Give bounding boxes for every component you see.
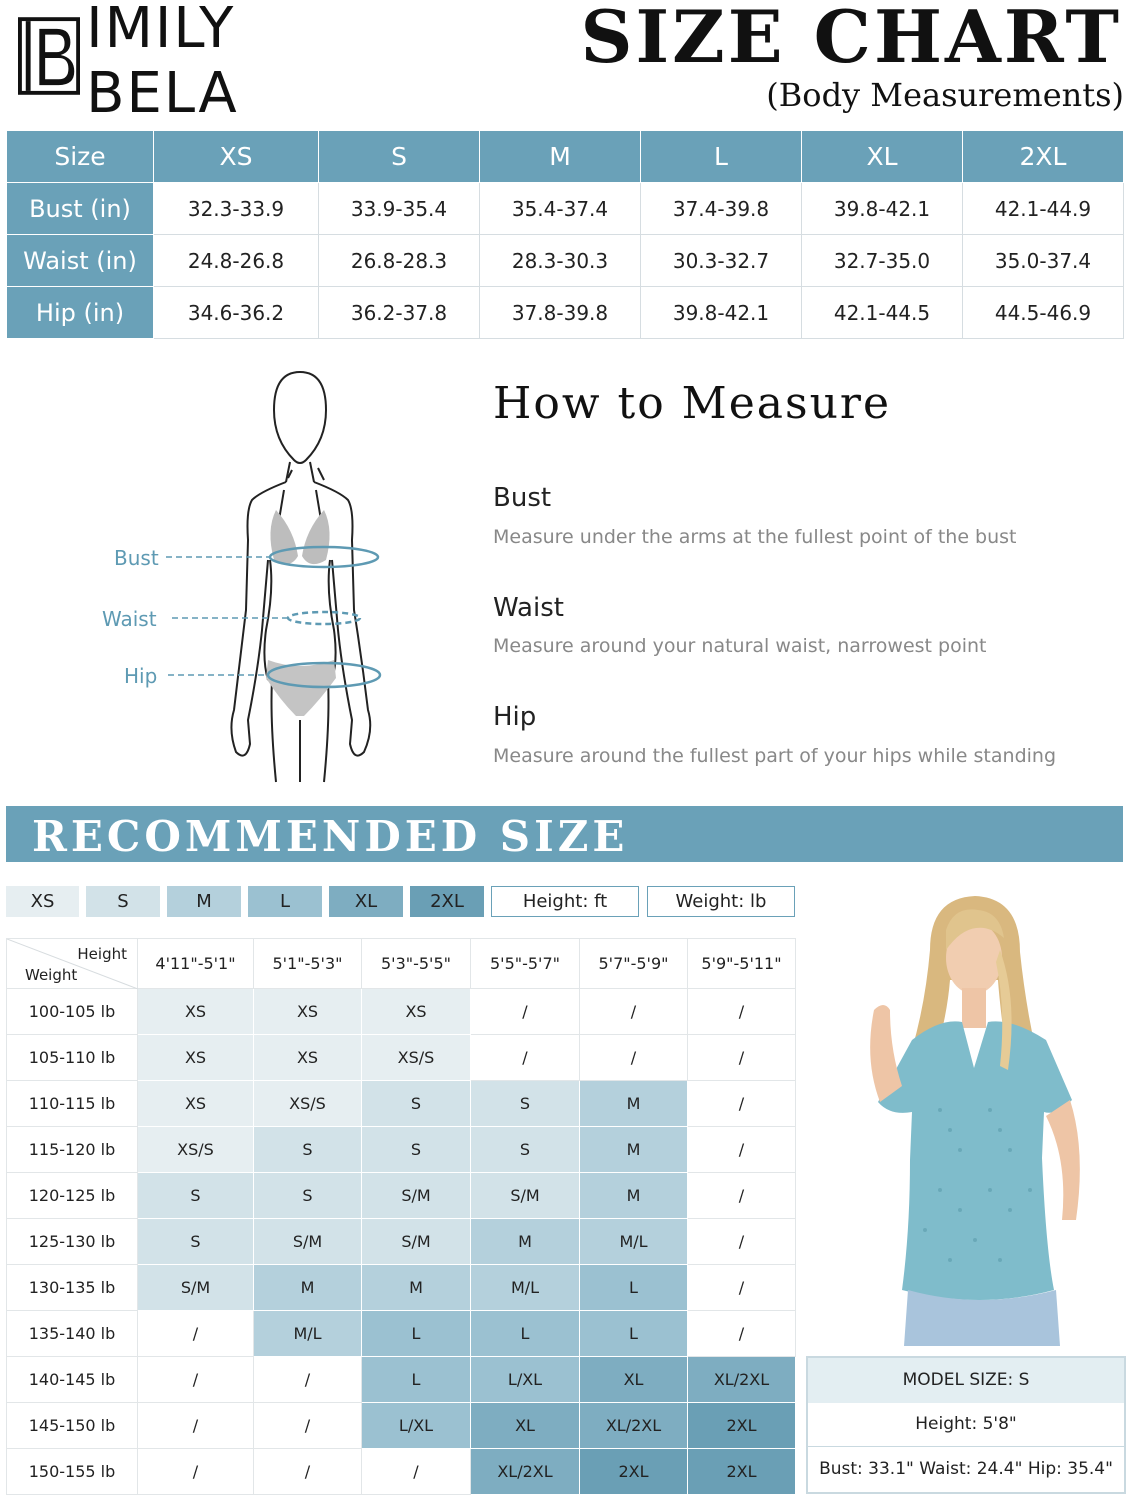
table-row <box>7 1173 796 1219</box>
height-header: 5'3"-5'5" <box>362 939 471 989</box>
weight-label: 135-140 lb <box>7 1311 138 1357</box>
measurement-value: 42.1-44.5 <box>802 287 963 339</box>
bust-description: Measure under the arms at the fullest point of the bust <box>493 526 1017 548</box>
recommended-size-table <box>6 938 796 1495</box>
recommended-size-cell: / <box>138 1311 254 1357</box>
recommended-size-cell: / <box>254 1403 362 1449</box>
height-header-row <box>7 939 796 989</box>
model-measurements: Bust: 33.1" Waist: 24.4" Hip: 35.4" <box>819 1459 1113 1480</box>
recommended-size-cell: M <box>254 1265 362 1311</box>
recommended-size-cell: S <box>138 1219 254 1265</box>
measurement-value: 44.5-46.9 <box>963 287 1124 339</box>
measurement-value: 34.6-36.2 <box>154 287 319 339</box>
table-row <box>7 1035 796 1081</box>
table-corner <box>7 939 138 989</box>
recommended-size-cell: S <box>471 1127 580 1173</box>
recommended-size-cell: XS <box>254 1035 362 1081</box>
recommended-size-cell: XL <box>471 1403 580 1449</box>
legend-2xl: 2XL <box>410 886 484 917</box>
waist-tape <box>288 612 360 624</box>
recommended-size-cell: / <box>688 1173 796 1219</box>
recommended-size-cell: XS <box>138 1035 254 1081</box>
size-header-s: S <box>319 131 480 183</box>
table-row <box>7 287 1124 339</box>
brand-logo <box>18 0 398 126</box>
size-header-m: M <box>480 131 641 183</box>
legend-l: L <box>248 886 322 917</box>
recommended-size-cell: / <box>688 1081 796 1127</box>
measurement-value: 37.8-39.8 <box>480 287 641 339</box>
recommended-size-title: RECOMMENDED SIZE <box>32 812 629 861</box>
recommended-size-cell: XS/S <box>138 1127 254 1173</box>
size-chart-title: SIZE CHART <box>580 0 1122 79</box>
recommended-size-cell: S <box>471 1081 580 1127</box>
model-height: Height: 5'8" <box>808 1403 1124 1448</box>
weight-label: 120-125 lb <box>7 1173 138 1219</box>
recommended-size-cell: / <box>688 1265 796 1311</box>
hip-heading: Hip <box>493 702 537 732</box>
table-row <box>7 235 1124 287</box>
measurement-value: 30.3-32.7 <box>641 235 802 287</box>
measurement-value: 33.9-35.4 <box>319 183 480 235</box>
size-header-l: L <box>641 131 802 183</box>
recommended-size-cell: 2XL <box>688 1403 796 1449</box>
measurement-value: 39.8-42.1 <box>802 183 963 235</box>
table-row <box>7 1311 796 1357</box>
recommended-size-cell: M <box>580 1173 688 1219</box>
measurement-value: 35.4-37.4 <box>480 183 641 235</box>
measurement-label: Bust (in) <box>7 183 154 235</box>
recommended-size-cell: M <box>580 1127 688 1173</box>
weight-label: 115-120 lb <box>7 1127 138 1173</box>
table-row <box>7 1265 796 1311</box>
recommended-size-cell: S/M <box>362 1219 471 1265</box>
weight-label: 150-155 lb <box>7 1449 138 1495</box>
recommended-size-cell: L/XL <box>362 1403 471 1449</box>
weight-label: 105-110 lb <box>7 1035 138 1081</box>
legend-m: M <box>167 886 241 917</box>
recommended-size-cell: / <box>138 1449 254 1495</box>
recommended-size-cell: M/L <box>254 1311 362 1357</box>
measurement-value: 36.2-37.8 <box>319 287 480 339</box>
measurement-value: 39.8-42.1 <box>641 287 802 339</box>
weight-label: 100-105 lb <box>7 989 138 1035</box>
size-header-2xl: 2XL <box>963 131 1124 183</box>
body-outline-icon <box>90 360 440 790</box>
recommended-size-cell: / <box>688 1219 796 1265</box>
height-header: 5'5"-5'7" <box>471 939 580 989</box>
size-column-header: Size <box>7 131 154 183</box>
recommended-size-cell: / <box>138 1357 254 1403</box>
height-header: 5'1"-5'3" <box>254 939 362 989</box>
weight-label: 140-145 lb <box>7 1357 138 1403</box>
table-row <box>7 989 796 1035</box>
recommended-size-cell: M <box>362 1265 471 1311</box>
waist-heading: Waist <box>493 593 564 623</box>
table-row <box>7 1403 796 1449</box>
recommended-size-cell: / <box>580 989 688 1035</box>
legend-xl: XL <box>329 886 403 917</box>
recommended-size-cell: / <box>580 1035 688 1081</box>
recommended-size-cell: S <box>362 1081 471 1127</box>
model-info-box <box>806 1356 1126 1494</box>
height-header: 5'9"-5'11" <box>688 939 796 989</box>
table-header-row <box>7 131 1124 183</box>
recommended-size-cell: M <box>471 1219 580 1265</box>
logo-mark-icon <box>18 16 80 96</box>
recommended-size-cell: XS/S <box>362 1035 471 1081</box>
table-row <box>7 1219 796 1265</box>
recommended-size-cell: S/M <box>138 1265 254 1311</box>
recommended-size-cell: M/L <box>580 1219 688 1265</box>
measurement-value: 42.1-44.9 <box>963 183 1124 235</box>
recommended-size-cell: / <box>362 1449 471 1495</box>
table-row <box>7 1127 796 1173</box>
table-row <box>7 1449 796 1495</box>
recommended-size-cell: XS <box>254 989 362 1035</box>
recommended-size-cell: / <box>688 1127 796 1173</box>
waist-label: Waist <box>102 607 157 631</box>
recommended-size-cell: S <box>362 1127 471 1173</box>
recommended-size-cell: / <box>254 1357 362 1403</box>
legend-weight-unit: Weight: lb <box>647 886 795 917</box>
hip-label: Hip <box>124 664 158 688</box>
bust-label: Bust <box>114 546 159 570</box>
recommended-size-cell: S <box>254 1127 362 1173</box>
recommended-size-cell: XL/2XL <box>471 1449 580 1495</box>
recommended-size-cell: / <box>471 1035 580 1081</box>
recommended-size-cell: XL/2XL <box>580 1403 688 1449</box>
recommended-size-cell: M <box>580 1081 688 1127</box>
recommended-size-cell: XS/S <box>254 1081 362 1127</box>
hip-description: Measure around the fullest part of your hips while standing <box>493 745 1057 767</box>
model-size: MODEL SIZE: S <box>808 1358 1124 1403</box>
measurement-value: 37.4-39.8 <box>641 183 802 235</box>
recommended-size-cell: / <box>688 1035 796 1081</box>
recommended-size-cell: 2XL <box>580 1449 688 1495</box>
measurement-label: Hip (in) <box>7 287 154 339</box>
model-photo <box>850 890 1120 1346</box>
size-header-xs: XS <box>154 131 319 183</box>
recommended-size-cell: L <box>362 1357 471 1403</box>
legend-s: S <box>86 886 160 917</box>
height-header: 4'11"-5'1" <box>138 939 254 989</box>
bust-heading: Bust <box>493 483 552 513</box>
recommended-size-cell: / <box>471 989 580 1035</box>
recommended-size-cell: L <box>580 1311 688 1357</box>
recommended-size-cell: XS <box>362 989 471 1035</box>
measurement-value: 32.3-33.9 <box>154 183 319 235</box>
measurement-value: 28.3-30.3 <box>480 235 641 287</box>
recommended-size-cell: XL/2XL <box>688 1357 796 1403</box>
recommended-size-cell: L/XL <box>471 1357 580 1403</box>
measurement-label: Waist (in) <box>7 235 154 287</box>
recommended-size-cell: / <box>688 989 796 1035</box>
table-row <box>7 1357 796 1403</box>
size-header-xl: XL <box>802 131 963 183</box>
recommended-size-cell: / <box>138 1403 254 1449</box>
recommended-size-cell: / <box>688 1311 796 1357</box>
recommended-size-cell: L <box>471 1311 580 1357</box>
how-to-measure-title: How to Measure <box>493 378 891 429</box>
recommended-size-banner <box>6 806 1123 862</box>
recommended-size-cell: S/M <box>471 1173 580 1219</box>
recommended-size-cell: / <box>254 1449 362 1495</box>
measurement-value: 26.8-28.3 <box>319 235 480 287</box>
recommended-size-cell: 2XL <box>688 1449 796 1495</box>
weight-label: 145-150 lb <box>7 1403 138 1449</box>
recommended-size-cell: M/L <box>471 1265 580 1311</box>
measurement-value: 32.7-35.0 <box>802 235 963 287</box>
corner-weight-label: Weight <box>25 966 78 984</box>
recommended-size-cell: S/M <box>254 1219 362 1265</box>
weight-label: 110-115 lb <box>7 1081 138 1127</box>
table-row <box>7 183 1124 235</box>
recommended-size-cell: S/M <box>362 1173 471 1219</box>
recommended-size-cell: S <box>254 1173 362 1219</box>
recommended-size-cell: L <box>362 1311 471 1357</box>
weight-label: 130-135 lb <box>7 1265 138 1311</box>
size-chart-subtitle: (Body Measurements) <box>766 76 1124 114</box>
recommended-size-cell: L <box>580 1265 688 1311</box>
brand-name: IMILY BELA <box>86 0 239 126</box>
recommended-size-cell: S <box>138 1173 254 1219</box>
height-header: 5'7"-5'9" <box>580 939 688 989</box>
recommended-size-cell: XS <box>138 989 254 1035</box>
weight-label: 125-130 lb <box>7 1219 138 1265</box>
recommended-size-cell: XL <box>580 1357 688 1403</box>
body-figure-illustration <box>90 360 440 790</box>
corner-height-label: Height <box>77 945 127 963</box>
legend-height-unit: Height: ft <box>491 886 639 917</box>
table-row <box>7 1081 796 1127</box>
measurement-value: 24.8-26.8 <box>154 235 319 287</box>
body-measurements-table <box>6 130 1124 339</box>
legend-xs: XS <box>6 886 79 917</box>
measurement-value: 35.0-37.4 <box>963 235 1124 287</box>
recommended-size-cell: XS <box>138 1081 254 1127</box>
waist-description: Measure around your natural waist, narrowest point <box>493 635 987 657</box>
